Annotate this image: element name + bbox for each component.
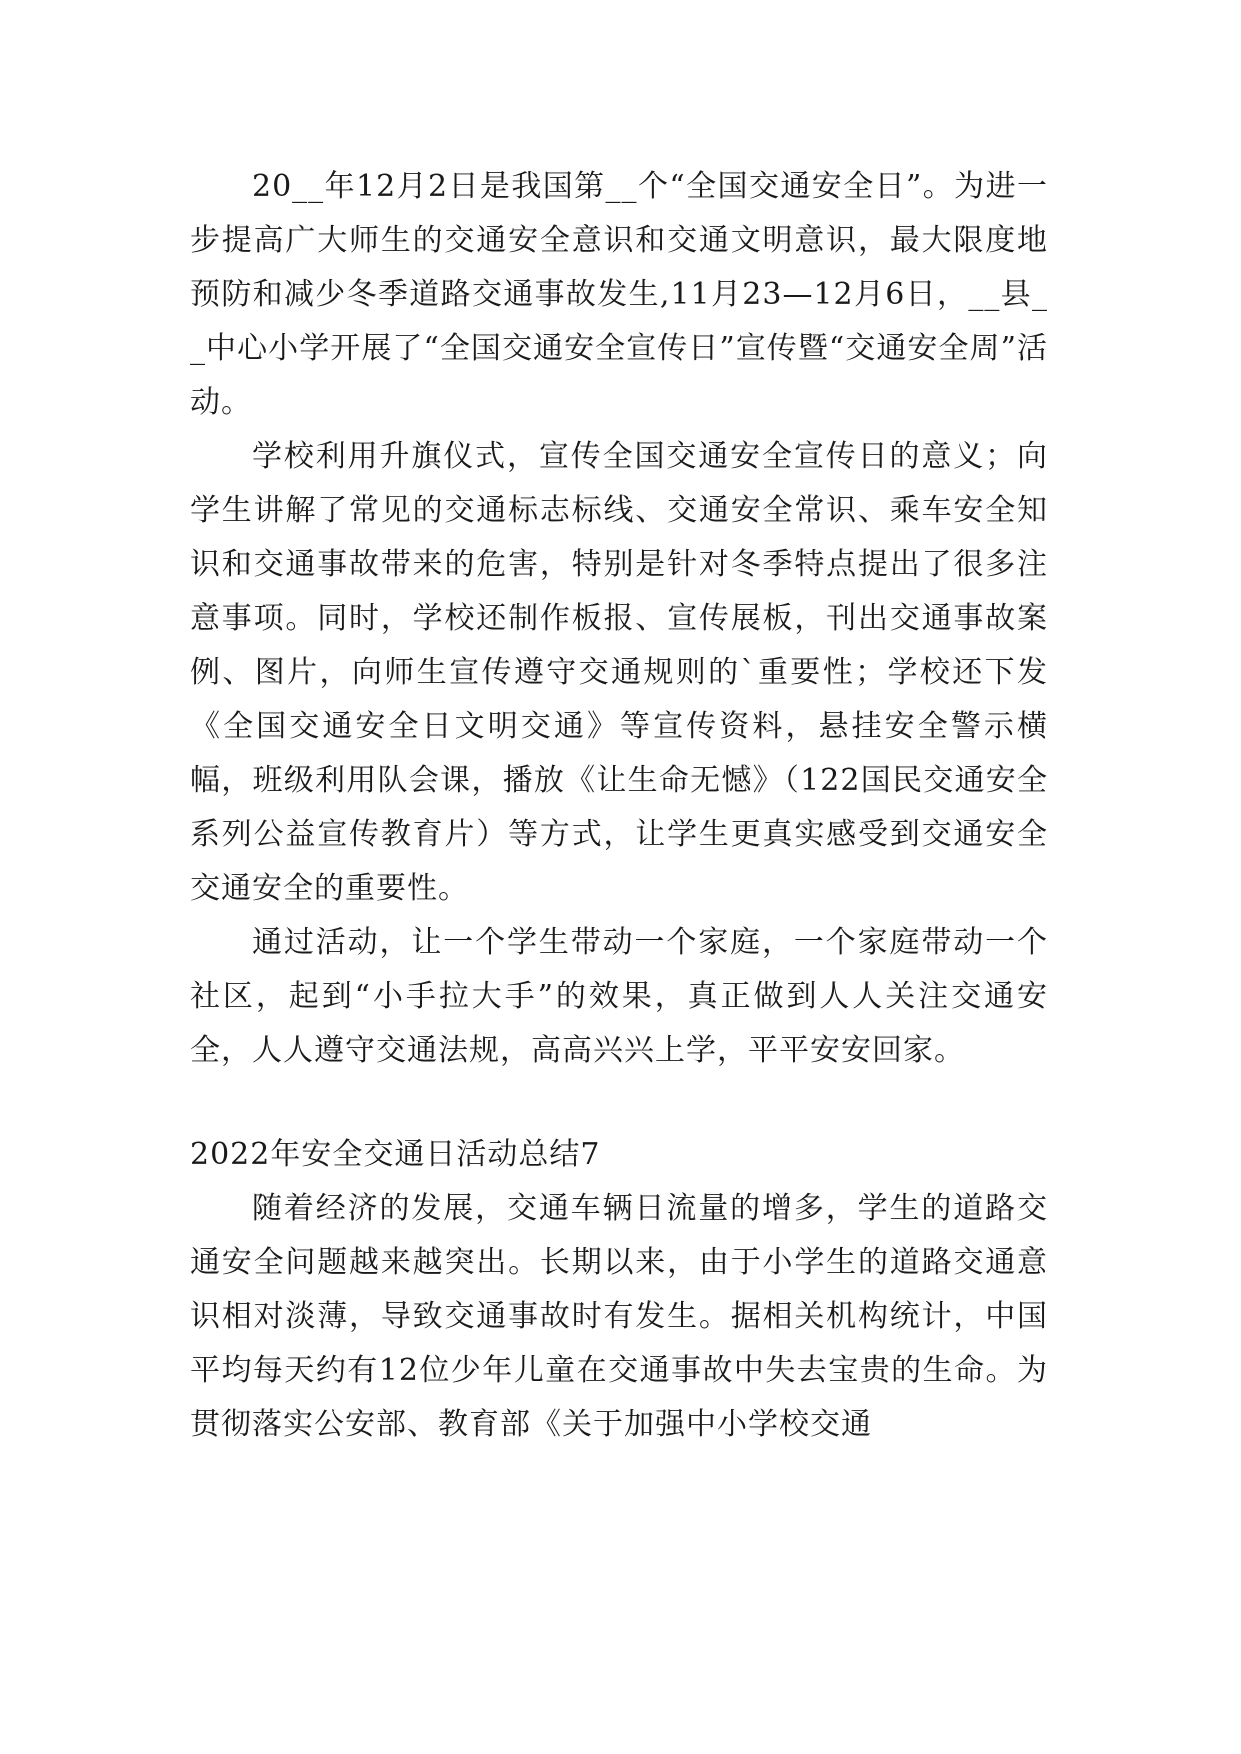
paragraph-activities: 学校利用升旗仪式，宣传全国交通安全宣传日的意义；向学生讲解了常见的交通标志标线、交通安全常识、乘车安全知识和交通事故带来的危害，特别是针对冬季特点提出了很多注意事项。同时，学校还制作板报、宣传展板，刊出交通事故案例、图片，向师生宣传遵守交通规则的`重要性；学校还下发《全国交通安全日文明交通》等宣传资料，悬挂安全警示横幅，班级利用队会课，播放《让生命无憾》（122国民交通安全系列公益宣传教育片）等方式，让学生更真实感受到交通安全交通安全的重要性。: [190, 439, 1048, 906]
document-body: [190, 160, 1048, 1452]
paragraph-intro: 20__年12月2日是我国第__个“全国交通安全日”。为进一步提高广大师生的交通安全意识和交通文明意识，最大限度地预防和减少冬季道路交通事故发生,11月23—12月6日，__县__中心小学开展了“全国交通安全宣传日”宣传暨“交通安全周”活动。: [190, 169, 1048, 420]
section-heading: 2022年安全交通日活动总结7: [190, 1137, 601, 1172]
paragraph-conclusion: 通过活动，让一个学生带动一个家庭，一个家庭带动一个社区，起到“小手拉大手”的效果，真正做到人人关注交通安全，人人遵守交通法规，高高兴兴上学，平平安安回家。: [190, 925, 1048, 1068]
paragraph-section-body: 随着经济的发展，交通车辆日流量的增多，学生的道路交通安全问题越来越突出。长期以来，由于小学生的道路交通意识相对淡薄，导致交通事故时有发生。据相关机构统计，中国平均每天约有12位少年儿童在交通事故中失去宝贵的生命。为贯彻落实公安部、教育部《关于加强中小学校交通: [190, 1191, 1048, 1442]
